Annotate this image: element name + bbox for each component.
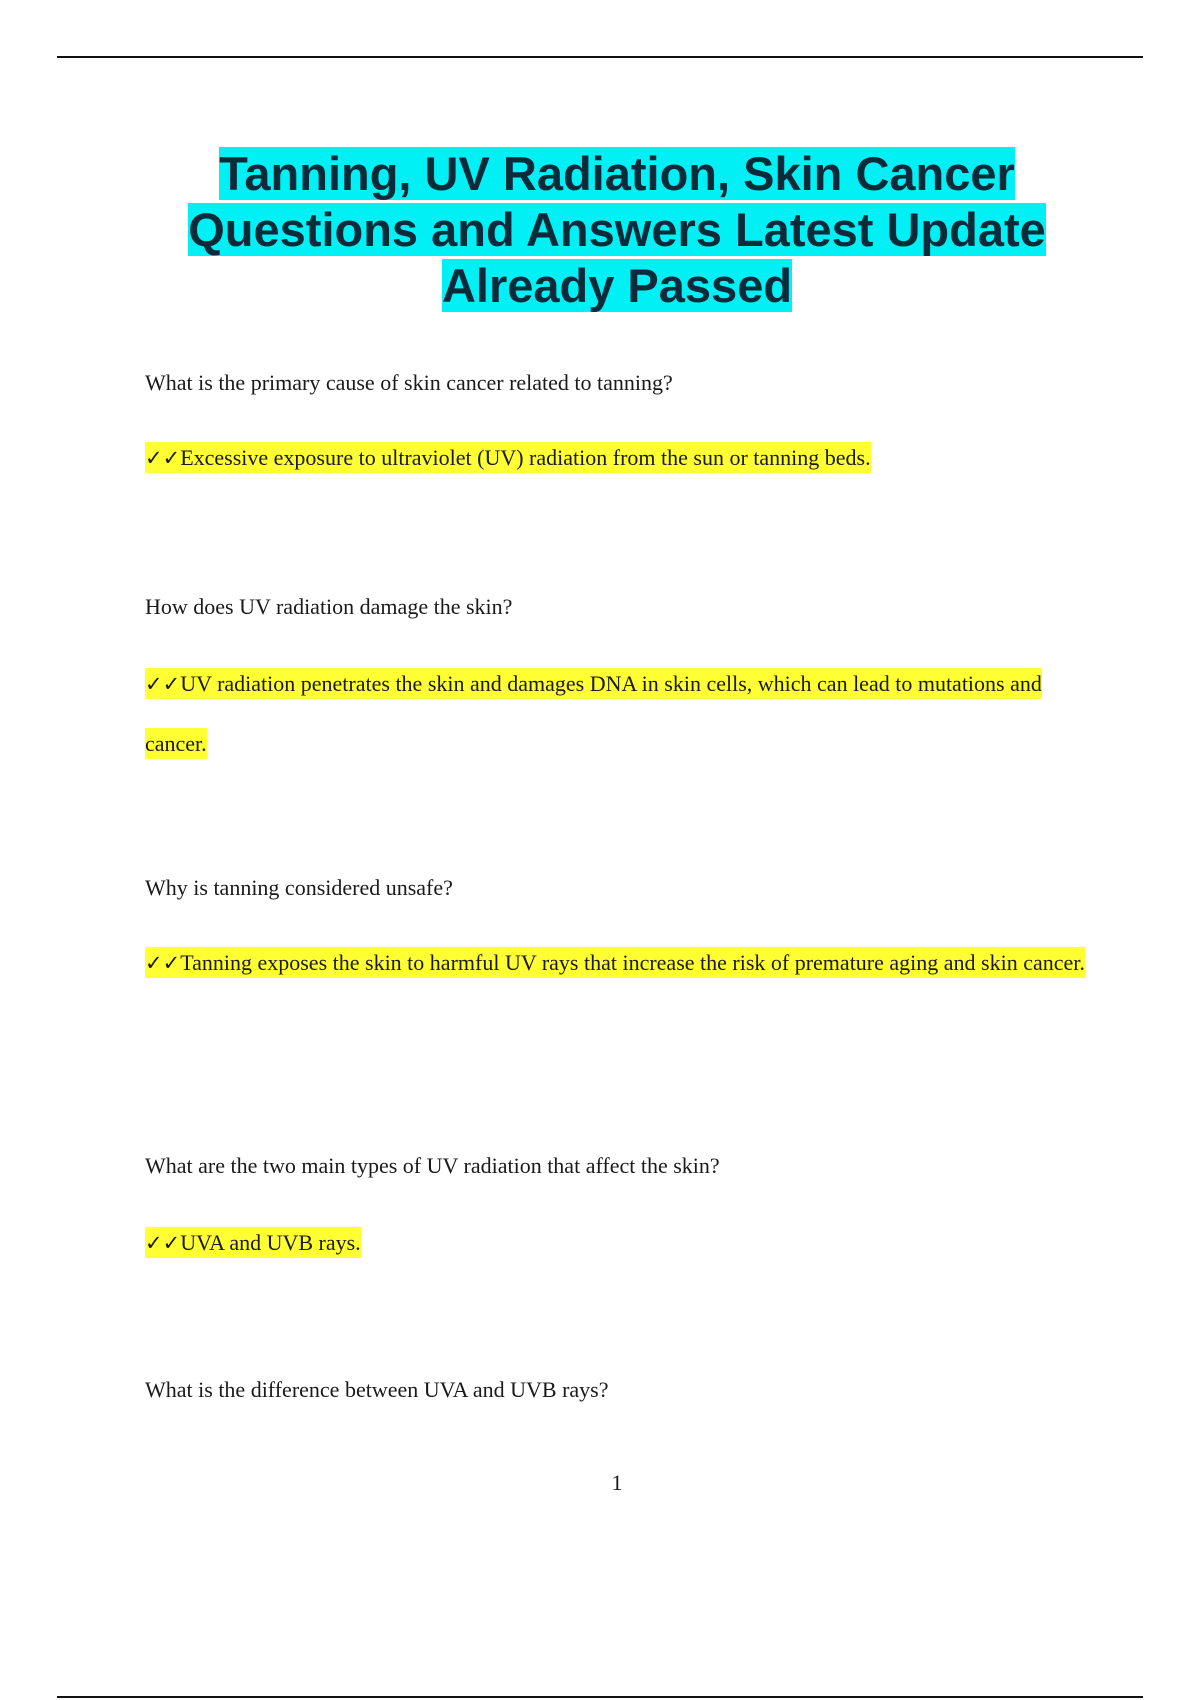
question-2: How does UV radiation damage the skin?: [145, 594, 513, 619]
answer-4: [145, 1213, 1095, 1273]
checkmark-icon: ✓✓: [145, 446, 181, 470]
answer-1-highlight: [145, 442, 871, 473]
question-1: What is the primary cause of skin cancer related to tanning?: [145, 370, 673, 395]
document-title: [0, 146, 1200, 314]
checkmark-icon: ✓✓: [145, 951, 181, 975]
answer-1-text: Excessive exposure to ultraviolet (UV) radiation from the sun or tanning beds.: [180, 445, 871, 470]
title-line-1: Tanning, UV Radiation, Skin Cancer: [219, 147, 1015, 200]
answer-4-text: UVA and UVB rays.: [180, 1230, 361, 1255]
answer-2: [145, 654, 1095, 773]
page-number: 1: [611, 1470, 623, 1495]
answer-3-text: Tanning exposes the skin to harmful UV rays that increase the risk of premature aging and skin cancer.: [180, 950, 1085, 975]
checkmark-icon: ✓✓: [145, 1231, 181, 1255]
top-rule: [57, 56, 1143, 58]
answer-3-highlight: [145, 947, 1085, 978]
answer-4-highlight: [145, 1227, 361, 1258]
answer-1: [145, 428, 1095, 488]
question-5: What is the difference between UVA and UVB rays?: [145, 1377, 609, 1402]
bottom-rule: [57, 1696, 1143, 1698]
checkmark-icon: ✓✓: [145, 672, 181, 696]
title-line-3: Already Passed: [441, 259, 793, 312]
answer-2-highlight: [145, 668, 1042, 759]
question-3: Why is tanning considered unsafe?: [145, 875, 453, 900]
question-4: What are the two main types of UV radiation that affect the skin?: [145, 1153, 720, 1178]
answer-3: [145, 933, 1095, 993]
answer-2-text: UV radiation penetrates the skin and damages DNA in skin cells, which can lead to mutations and cancer.: [145, 671, 1042, 756]
title-line-2: Questions and Answers Latest Update: [188, 203, 1046, 256]
